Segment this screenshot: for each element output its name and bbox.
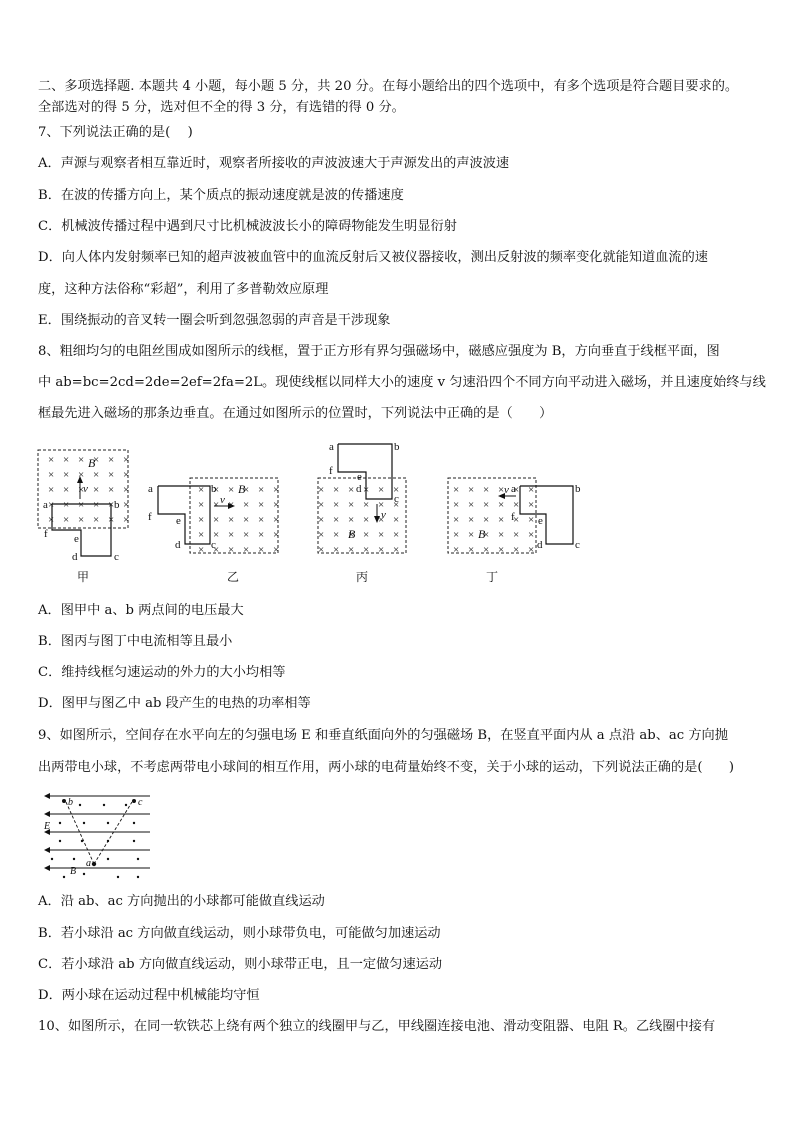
label-e-field: E [44, 821, 51, 832]
magnetic-field-dots [51, 804, 139, 878]
q8-option-b: B．图丙与图丁中电流相等且最小 [38, 634, 233, 649]
label-b-field: B [70, 866, 77, 877]
field-label-b: B [478, 527, 486, 541]
field-arrowheads [44, 793, 50, 871]
point-c [132, 799, 136, 803]
trajectory-ab [66, 802, 94, 864]
q9-option-c: C．若小球沿 ab 方向做直线运动，则小球带正电，且一定做匀速运动 [38, 957, 443, 972]
vertex-d: d [537, 539, 543, 551]
vertex-f: f [148, 511, 152, 523]
vertex-b: b [575, 483, 581, 495]
vertex-e: e [74, 533, 79, 545]
caption-bing: 丙 [355, 570, 369, 584]
figure-bing [318, 441, 406, 584]
magnetic-field-region [190, 478, 278, 553]
velocity-label: v [83, 483, 88, 495]
vertex-b: b [114, 499, 120, 511]
section-header-line-1: 二、多项选择题. 本题共 4 小题，每小题 5 分，共 20 分。在每小题给出的四个选项中，有多个选项是符合题目要求的。 [38, 79, 739, 94]
vertex-e: e [357, 471, 362, 483]
vertex-a: a [148, 483, 153, 495]
trajectory-ac [94, 802, 132, 864]
vertex-e: e [176, 515, 181, 527]
q7-option-d-line-1: D．向人体内发射频率已知的超声波被血管中的血流反射后又被仪器接收，测出反射波的频率变化就能知道血流的速 [38, 250, 708, 265]
vertex-c: c [394, 493, 399, 505]
q7-option-c: C．机械波传播过程中遇到尺寸比机械波波长小的障碍物能发生明显衍射 [38, 219, 457, 234]
q8-stem-line-1: 8、粗细均匀的电阻丝围成如图所示的线框，置于正方形有界匀强磁场中，磁感应强度为 B，方向垂直于线框平面，图 [38, 344, 720, 359]
q9-option-a: A．沿 ab、ac 方向抛出的小球都可能做直线运动 [38, 894, 325, 909]
vertex-a: a [511, 483, 516, 495]
vertex-c: c [211, 539, 216, 551]
section-header-line-2: 全部选对的得 5 分，选对但不全的得 3 分，有选错的得 0 分。 [38, 100, 405, 115]
q8-option-c: C．维持线框匀速运动的外力的大小均相等 [38, 665, 286, 680]
vertex-e: e [538, 515, 543, 527]
velocity-label: v [381, 509, 386, 521]
vertex-f: f [329, 465, 333, 477]
figure-jia [38, 450, 128, 584]
caption-jia: 甲 [76, 570, 90, 584]
vertex-a: a [329, 441, 334, 453]
q9-option-d: D．两小球在运动过程中机械能均守恒 [38, 988, 260, 1003]
vertex-c: c [575, 539, 580, 551]
field-label-b: B [88, 456, 96, 470]
q7-option-e: E．围绕振动的音叉转一圈会听到忽强忽弱的声音是干涉现象 [38, 313, 391, 328]
vertex-a: a [43, 499, 48, 511]
q8-stem-line-3: 框最先进入磁场的那条边垂直。在通过如图所示的位置时，下列说法中正确的是（ ） [38, 406, 553, 421]
velocity-label: v [504, 484, 509, 496]
vertex-d: d [72, 551, 78, 563]
vertex-f: f [511, 511, 515, 523]
magnetic-field-region [318, 478, 406, 553]
vertex-f: f [44, 528, 48, 540]
q8-option-d: D．图甲与图乙中 ab 段产生的电热的功率相等 [38, 696, 311, 711]
q7-option-a: A．声源与观察者相互靠近时，观察者所接收的声波波速大于声源发出的声波波速 [38, 156, 510, 171]
vertex-b: b [211, 483, 217, 495]
q7-option-b: B．在波的传播方向上，某个质点的振动速度就是波的传播速度 [38, 188, 404, 203]
q7-option-d-line-2: 度，这种方法俗称“彩超”，利用了多普勒效应原理 [38, 282, 329, 297]
figure-ding [448, 478, 581, 584]
q9-option-b: B．若小球沿 ac 方向做直线运动，则小球带负电，可能做匀加速运动 [38, 926, 441, 941]
q9-figure [38, 790, 158, 882]
label-a: a [86, 858, 91, 869]
vertex-d: d [356, 483, 362, 495]
figure-yi [148, 478, 278, 584]
q8-figure [30, 436, 600, 588]
point-b [62, 799, 66, 803]
label-c: c [138, 797, 143, 808]
q9-stem-line-2: 出两带电小球，不考虑两带电小球间的相互作用，两小球的电荷量始终不变，关于小球的运动，下列说法正确的是( ) [38, 760, 735, 775]
field-label-b: B [238, 482, 246, 496]
vertex-b: b [394, 441, 400, 453]
magnetic-field-region [448, 478, 536, 553]
q10-stem-line-1: 10、如图所示，在同一软铁芯上绕有两个独立的线圈甲与乙，甲线圈连接电池、滑动变阻器、电阻 R。乙线圈中接有 [38, 1019, 716, 1034]
caption-ding: 丁 [485, 570, 499, 584]
caption-yi: 乙 [226, 570, 240, 584]
q8-option-a: A．图甲中 a、b 两点间的电压最大 [38, 603, 244, 618]
q9-stem-line-1: 9、如图所示，空间存在水平向左的匀强电场 E 和垂直纸面向外的匀强磁场 B，在竖直平面内从 a 点沿 ab、ac 方向抛 [38, 728, 728, 743]
velocity-label: v [220, 494, 225, 506]
vertex-c: c [114, 551, 119, 563]
q7-stem: 7、下列说法正确的是( ) [38, 125, 193, 140]
field-label-b: B [348, 527, 356, 541]
label-b: b [68, 797, 73, 808]
vertex-d: d [175, 539, 181, 551]
q8-stem-line-2: 中 ab=bc=2cd=2de=2ef=2fa=2L。现使线框以同样大小的速度 v 匀速沿四个不同方向平动进入磁场，并且速度始终与线 [38, 375, 766, 390]
point-a [92, 862, 96, 866]
